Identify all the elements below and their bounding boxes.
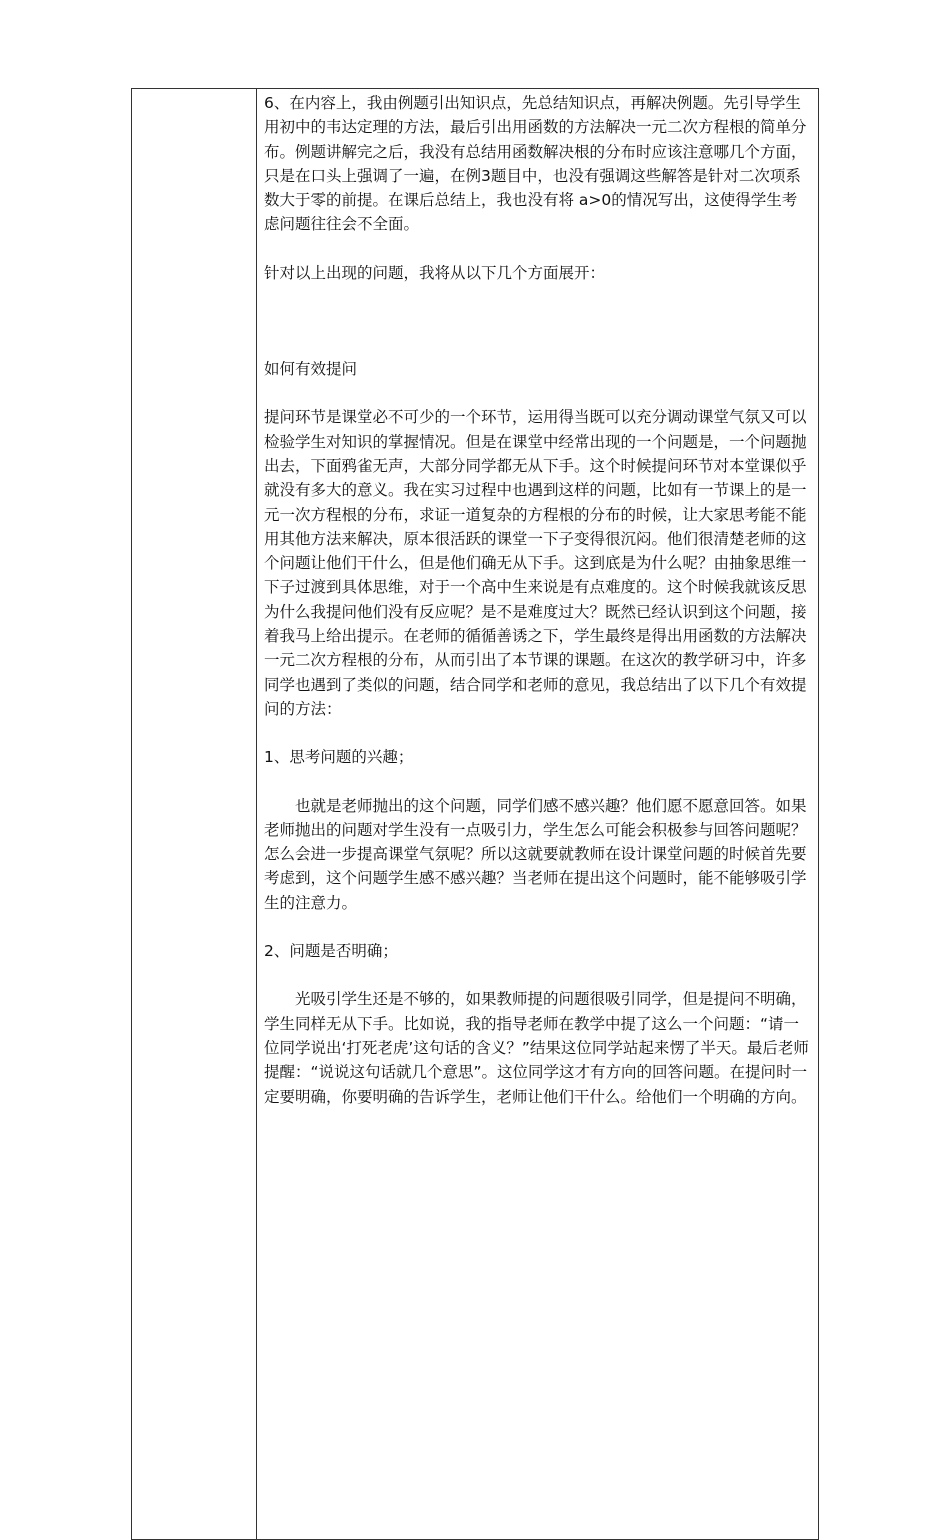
list-heading-interest: 1、思考问题的兴趣； xyxy=(264,748,414,767)
section-heading-effective-questioning: 如何有效提问 xyxy=(264,360,358,379)
paragraph-questioning: 提问环节是课堂必不可少的一个环节，运用得当既可以充分调动课堂气氛又可以检验学生对知识的掌握情况。但是在课堂中经常出现的一个问题是，一个问题抛出去，下面鸦雀无声，大部分同学都无从下手。这个时候提问环节对本堂课似乎就没有多大的意义。我在实习过程中也遇到这样的问题，比如有一节课上的是一元一次方程根的分布，求证一道复杂的方程根的分布的时候，让大家思考能不能用其他方法来解决，原本很活跃的课堂一下子变得很沉闷。他们很清楚老师的这个问题让他们干什么，但是他们确无从下手。这到底是为什么呢？由抽象思维一下子过渡到具体思维，对于一个高中生来说是有点难度的。这个时候我就该反思为什么我提问他们没有反应呢？是不是难度过大？既然已经认识到这个问题，接着我马上给出提示。在老师的循循善诱之下，学生最终是得出用函数的方法解决一元二次方程根的分布，从而引出了本节课的课题。在这次的教学研习中，许多同学也遇到了类似的问题，结合同学和老师的意见，我总结出了以下几个有效提问的方法： xyxy=(264,408,807,718)
table-cell-content xyxy=(264,91,810,1109)
list-heading-clarity: 2、问题是否明确； xyxy=(264,942,398,961)
table-column-divider xyxy=(256,88,257,1540)
paragraph-interest: 也就是老师抛出的这个问题，同学们感不感兴趣？他们愿不愿意回答。如果老师抛出的问题对学生没有一点吸引力，学生怎么可能会积极参与回答问题呢？怎么会进一步提高课堂气氛呢？所以这就要就教师在设计课堂问题的时候首先要考虑到，这个问题学生感不感兴趣？当老师在提出这个问题时，能不能够吸引学生的注意力。 xyxy=(264,796,807,912)
paragraph-content-reflection: 6、在内容上，我由例题引出知识点，先总结知识点，再解决例题。先引导学生用初中的韦达定理的方法，最后引出用函数的方法解决一元二次方程根的简单分布。例题讲解完之后，我没有总结用函数解决根的分布时应该注意哪几个方面，只是在口头上强调了一遍，在例3题目中，也没有强调这些解答是针对二次项系数大于零的前提。在课后总结上，我也没有将 a>0的情况写出，这使得学生考虑问题往往会不全面。 xyxy=(264,94,807,234)
paragraph-intro-solutions: 针对以上出现的问题，我将从以下几个方面展开： xyxy=(264,263,606,282)
paragraph-clarity: 光吸引学生还是不够的，如果教师提的问题很吸引同学，但是提问不明确，学生同样无从下手。比如说，我的指导老师在教学中提了这么一个问题：“请一位同学说出‘打死老虎’这句话的含义？”结果这位同学站起来愣了半天。最后老师提醒：“说说这句话就几个意思”。这位同学这才有方向的回答问题。在提问时一定要明确，你要明确的告诉学生，老师让他们干什么。给他们一个明确的方向。 xyxy=(264,990,809,1106)
